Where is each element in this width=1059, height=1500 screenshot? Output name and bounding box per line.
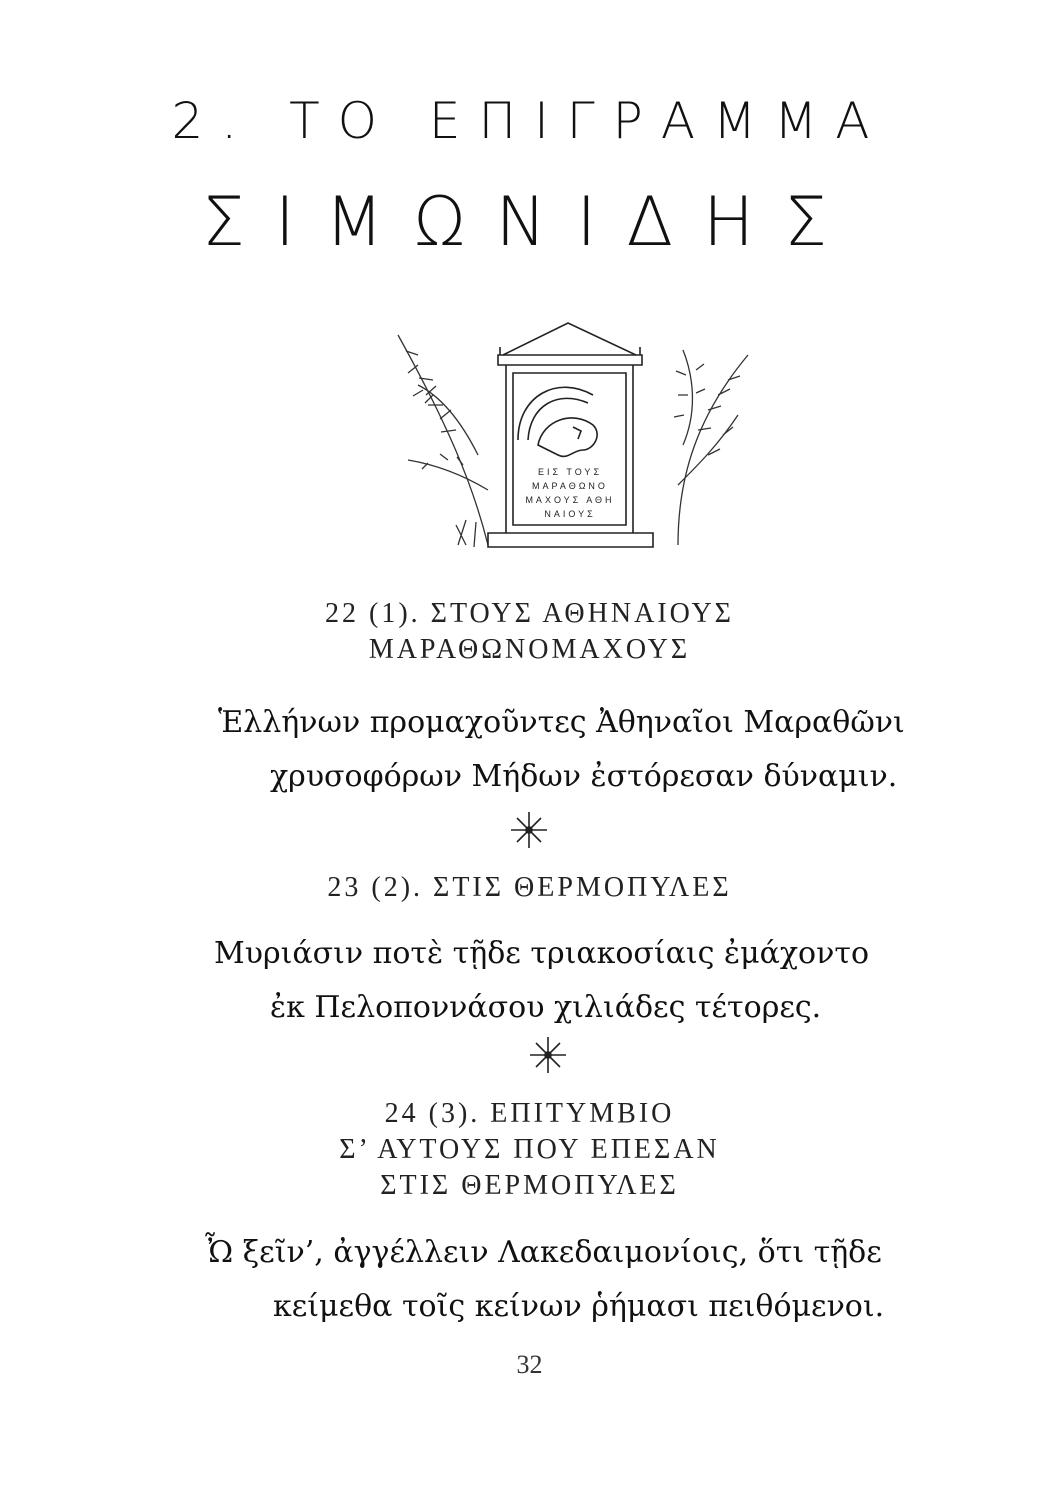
chapter-title: 2. ΤΟ ΕΠΙΓΡΑΜΜΑ <box>171 92 888 150</box>
inscription-line: ΜΑΧΟΥΣ ΑΘΗ <box>525 495 615 505</box>
stele-inscription <box>525 467 614 519</box>
heading-line: 23 (2). ΣΤΙΣ ΘΕΡΜΟΠΥΛΕΣ <box>327 872 732 903</box>
section-heading <box>0 870 1059 906</box>
verse-line: Ὦ ξεῖν’, ἀγγέλλειν Λακεδαιμονίοις, ὅτι τῇδε <box>205 1235 882 1270</box>
verse-line: ἐκ Πελοποννάσου χιλιάδες τέτορες. <box>270 990 822 1025</box>
heading-line: ΣΤΙΣ ΘΕΡΜΟΠΥΛΕΣ <box>380 1170 679 1201</box>
section-heading <box>0 1096 1059 1204</box>
section-heading <box>0 596 1059 668</box>
heading-line: Σ’ ΑΥΤΟΥΣ ΠΟΥ ΕΠΕΣΑΝ <box>339 1134 720 1165</box>
compass-ornament-icon <box>509 810 549 850</box>
epigram-verse <box>214 927 869 1035</box>
heading-line: 24 (3). ΕΠΙΤΥΜΒΙΟ <box>384 1098 675 1129</box>
compass-ornament-icon <box>528 1035 568 1075</box>
heading-line: ΜΑΡΑΘΩΝΟΜΑΧΟΥΣ <box>368 634 691 665</box>
heading-line: 22 (1). ΣΤΟΥΣ ΑΘΗΝΑΙΟΥΣ <box>325 598 734 629</box>
inscription-line: ΕΙΣ ΤΟΥΣ <box>537 467 603 477</box>
page-number: 32 <box>516 1350 543 1379</box>
verse-line: Μυριάσιν ποτὲ τῇδε τριακοσίαις ἐμάχοντο <box>214 936 870 971</box>
stele-illustration <box>378 315 758 555</box>
epigram-verse <box>205 1226 884 1334</box>
verse-line: Ἑλλήνων προμαχοῦντες Ἀθηναῖοι Μαραθῶνι <box>218 705 905 740</box>
inscription-line: ΝΑΙΟΥΣ <box>544 509 596 519</box>
epigram-verse <box>218 696 905 804</box>
author-title: ΣΙΜΩΝΙΔΗΣ <box>201 183 858 262</box>
verse-line: χρυσοφόρων Μήδων ἐστόρεσαν δύναμιν. <box>270 759 898 794</box>
inscription-line: ΜΑΡΑΘΩΝΟ <box>532 481 608 491</box>
olive-branches-right <box>674 350 748 545</box>
verse-line: κείμεθα τοῖς κείνων ῥήμασι πειθόμενοι. <box>273 1289 885 1324</box>
olive-branches-left <box>398 335 488 547</box>
